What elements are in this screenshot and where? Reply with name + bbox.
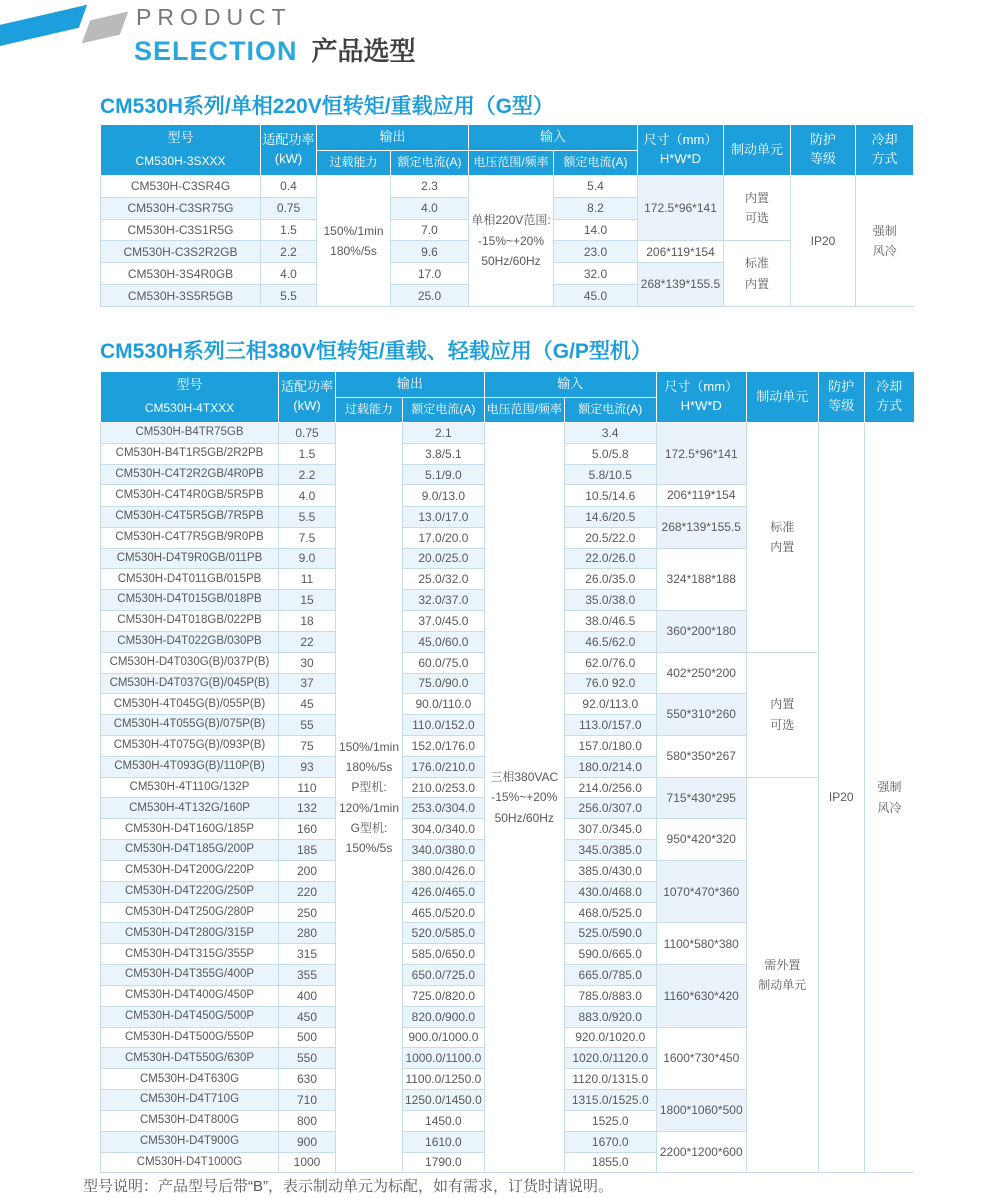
- power-cell: 0.4: [261, 176, 317, 198]
- model-cell: CM530H-D4T185G/200P: [101, 840, 279, 861]
- model-cell: CM530H-D4T1000G: [101, 1152, 279, 1173]
- input-current-cell: 590.0/665.0: [564, 944, 656, 965]
- col-header-voltage-range: 电压范围/频率: [469, 151, 554, 176]
- size-cell: 1160*630*420: [656, 965, 746, 1027]
- power-cell: 15: [279, 590, 336, 611]
- output-current-cell: 45.0/60.0: [403, 631, 485, 652]
- col-group-output: 输出: [336, 372, 485, 398]
- model-cell: CM530H-D4T355G/400P: [101, 965, 279, 986]
- brand-title-line2: SELECTION: [134, 36, 298, 66]
- input-current-cell: 5.0/5.8: [564, 443, 656, 464]
- col-header-voltage-range: 电压范围/频率: [484, 398, 564, 423]
- power-cell: 710: [279, 1090, 336, 1111]
- power-cell: 5.5: [279, 506, 336, 527]
- output-current-cell: 725.0/820.0: [403, 985, 485, 1006]
- col-header-rated-current: 额定电流(A): [403, 398, 485, 423]
- power-cell: 75: [279, 735, 336, 756]
- brand-title-line1: PRODUCT: [136, 4, 292, 30]
- input-current-cell: 45.0: [554, 285, 638, 307]
- model-cell: CM530H-D4T500G/550P: [101, 1027, 279, 1048]
- overload-capacity-cell: 150%/1min 180%/5s P型机: 120%/1min G型机: 150%/5s: [336, 423, 403, 1173]
- input-current-cell: 1670.0: [564, 1131, 656, 1152]
- table-row: [101, 176, 914, 198]
- size-cell: 324*188*188: [656, 548, 746, 610]
- input-current-cell: 180.0/214.0: [564, 756, 656, 777]
- power-cell: 93: [279, 756, 336, 777]
- size-cell: 1600*730*450: [656, 1027, 746, 1089]
- output-current-cell: 3.8/5.1: [403, 443, 485, 464]
- output-current-cell: 90.0/110.0: [403, 694, 485, 715]
- power-cell: 4.0: [261, 263, 317, 285]
- output-current-cell: 4.0: [391, 197, 469, 219]
- input-current-cell: 214.0/256.0: [564, 777, 656, 798]
- input-current-cell: 26.0/35.0: [564, 569, 656, 590]
- input-current-cell: 20.5/22.0: [564, 527, 656, 548]
- brand-title-cn: 产品选型: [311, 36, 416, 66]
- input-current-cell: 307.0/345.0: [564, 819, 656, 840]
- power-cell: 132: [279, 798, 336, 819]
- input-current-cell: 385.0/430.0: [564, 860, 656, 881]
- power-cell: 0.75: [261, 197, 317, 219]
- power-cell: 1.5: [261, 219, 317, 241]
- input-current-cell: 665.0/785.0: [564, 965, 656, 986]
- col-header-cooling: 冷却 方式: [856, 125, 914, 176]
- power-cell: 200: [279, 860, 336, 881]
- model-cell: CM530H-C3SR4G: [101, 176, 261, 198]
- section-title-220v: CM530H系列/单相220V恒转矩/重载应用（G型）: [100, 95, 554, 118]
- section-title-380v: CM530H系列三相380V恒转矩/重载、轻载应用（G/P型机）: [100, 340, 652, 363]
- power-cell: 550: [279, 1048, 336, 1069]
- model-cell: CM530H-C4T2R2GB/4R0PB: [101, 464, 279, 485]
- output-current-cell: 1610.0: [403, 1131, 485, 1152]
- col-header-model: 型号 CM530H-3SXXX: [101, 125, 261, 176]
- brake-unit-cell: 内置 可选: [746, 652, 818, 777]
- overload-capacity-cell: 150%/1min 180%/5s: [317, 176, 391, 307]
- input-current-cell: 430.0/468.0: [564, 881, 656, 902]
- brand-title-row: [134, 31, 416, 68]
- col-group-output: 输出: [317, 125, 469, 151]
- power-cell: 55: [279, 715, 336, 736]
- output-current-cell: 304.0/340.0: [403, 819, 485, 840]
- col-group-input: 输入: [484, 372, 656, 398]
- power-cell: 1.5: [279, 443, 336, 464]
- output-current-cell: 650.0/725.0: [403, 965, 485, 986]
- power-cell: 250: [279, 902, 336, 923]
- input-current-cell: 76.0 92.0: [564, 673, 656, 694]
- model-cell: CM530H-D4T160G/185P: [101, 819, 279, 840]
- power-cell: 280: [279, 923, 336, 944]
- power-cell: 110: [279, 777, 336, 798]
- model-cell: CM530H-4T110G/132P: [101, 777, 279, 798]
- footnote: 型号说明：产品型号后带“B”，表示制动单元为标配，如有需求，订货时请说明。: [83, 1178, 613, 1195]
- input-current-cell: 3.4: [564, 423, 656, 444]
- input-current-cell: 1315.0/1525.0: [564, 1090, 656, 1111]
- output-current-cell: 25.0: [391, 285, 469, 307]
- input-current-cell: 62.0/76.0: [564, 652, 656, 673]
- model-cell: CM530H-4T132G/160P: [101, 798, 279, 819]
- input-current-cell: 14.6/20.5: [564, 506, 656, 527]
- output-current-cell: 426.0/465.0: [403, 881, 485, 902]
- size-cell: 360*200*180: [656, 611, 746, 653]
- power-cell: 900: [279, 1131, 336, 1152]
- model-cell: CM530H-D4T800G: [101, 1110, 279, 1131]
- model-cell: CM530H-4T093G(B)/110P(B): [101, 756, 279, 777]
- model-cell: CM530H-D4T450G/500P: [101, 1006, 279, 1027]
- model-cell: CM530H-D4T9R0GB/011PB: [101, 548, 279, 569]
- model-cell: CM530H-4T055G(B)/075P(B): [101, 715, 279, 736]
- model-cell: CM530H-D4T710G: [101, 1090, 279, 1111]
- power-cell: 30: [279, 652, 336, 673]
- col-header-cooling: 冷却 方式: [864, 372, 914, 423]
- output-current-cell: 17.0/20.0: [403, 527, 485, 548]
- output-current-cell: 13.0/17.0: [403, 506, 485, 527]
- input-current-cell: 8.2: [554, 197, 638, 219]
- input-current-cell: 5.8/10.5: [564, 464, 656, 485]
- power-cell: 800: [279, 1110, 336, 1131]
- output-current-cell: 900.0/1000.0: [403, 1027, 485, 1048]
- brand-blue-band: [0, 5, 87, 50]
- power-cell: 2.2: [261, 241, 317, 263]
- power-cell: 315: [279, 944, 336, 965]
- output-current-cell: 60.0/75.0: [403, 652, 485, 673]
- output-current-cell: 25.0/32.0: [403, 569, 485, 590]
- model-cell: CM530H-D4T022GB/030PB: [101, 631, 279, 652]
- power-cell: 1000: [279, 1152, 336, 1173]
- model-cell: CM530H-C4T5R5GB/7R5PB: [101, 506, 279, 527]
- model-cell: CM530H-D4T037G(B)/045P(B): [101, 673, 279, 694]
- output-current-cell: 32.0/37.0: [403, 590, 485, 611]
- output-current-cell: 176.0/210.0: [403, 756, 485, 777]
- power-cell: 22: [279, 631, 336, 652]
- input-current-cell: 32.0: [554, 263, 638, 285]
- power-cell: 11: [279, 569, 336, 590]
- input-current-cell: 38.0/46.5: [564, 611, 656, 632]
- size-cell: 172.5*96*141: [656, 423, 746, 485]
- power-cell: 7.5: [279, 527, 336, 548]
- input-current-cell: 883.0/920.0: [564, 1006, 656, 1027]
- model-cell: CM530H-C4T7R5GB/9R0PB: [101, 527, 279, 548]
- power-cell: 18: [279, 611, 336, 632]
- cooling-method-cell: 强制 风冷: [856, 176, 914, 307]
- col-header-size: 尺寸（mm） H*W*D: [638, 125, 724, 176]
- output-current-cell: 17.0: [391, 263, 469, 285]
- size-cell: 1100*580*380: [656, 923, 746, 965]
- output-current-cell: 2.3: [391, 176, 469, 198]
- col-header-power: 适配功率 (kW): [261, 125, 317, 176]
- power-cell: 355: [279, 965, 336, 986]
- col-header-brake-unit: 制动单元: [746, 372, 818, 423]
- output-current-cell: 37.0/45.0: [403, 611, 485, 632]
- output-current-cell: 9.0/13.0: [403, 485, 485, 506]
- power-cell: 185: [279, 840, 336, 861]
- voltage-range-cell: 三相380VAC -15%~+20% 50Hz/60Hz: [484, 423, 564, 1173]
- size-cell: 950*420*320: [656, 819, 746, 861]
- output-current-cell: 1000.0/1100.0: [403, 1048, 485, 1069]
- model-cell: CM530H-D4T630G: [101, 1069, 279, 1090]
- model-cell: CM530H-D4T220G/250P: [101, 881, 279, 902]
- size-cell: 1800*1060*500: [656, 1090, 746, 1132]
- table-row: [101, 423, 915, 444]
- output-current-cell: 1100.0/1250.0: [403, 1069, 485, 1090]
- power-cell: 9.0: [279, 548, 336, 569]
- output-current-cell: 585.0/650.0: [403, 944, 485, 965]
- power-cell: 5.5: [261, 285, 317, 307]
- size-cell: 550*310*260: [656, 694, 746, 736]
- col-header-input-current: 额定电流(A): [564, 398, 656, 423]
- cooling-method-cell: 强制 风冷: [864, 423, 914, 1173]
- col-header-input-current: 额定电流(A): [554, 151, 638, 176]
- size-cell: 172.5*96*141: [638, 176, 724, 241]
- size-cell: 402*250*200: [656, 652, 746, 694]
- power-cell: 2.2: [279, 464, 336, 485]
- model-cell: CM530H-D4T280G/315P: [101, 923, 279, 944]
- col-header-model: 型号 CM530H-4TXXX: [101, 372, 279, 423]
- model-cell: CM530H-D4T018GB/022PB: [101, 611, 279, 632]
- output-current-cell: 820.0/900.0: [403, 1006, 485, 1027]
- output-current-cell: 9.6: [391, 241, 469, 263]
- power-cell: 45: [279, 694, 336, 715]
- output-current-cell: 210.0/253.0: [403, 777, 485, 798]
- input-current-cell: 468.0/525.0: [564, 902, 656, 923]
- input-current-cell: 5.4: [554, 176, 638, 198]
- input-current-cell: 525.0/590.0: [564, 923, 656, 944]
- power-cell: 4.0: [279, 485, 336, 506]
- model-cell: CM530H-D4T900G: [101, 1131, 279, 1152]
- input-current-cell: 46.5/62.0: [564, 631, 656, 652]
- model-cell: CM530H-D4T030G(B)/037P(B): [101, 652, 279, 673]
- power-cell: 160: [279, 819, 336, 840]
- input-current-cell: 785.0/883.0: [564, 985, 656, 1006]
- input-current-cell: 92.0/113.0: [564, 694, 656, 715]
- model-cell: CM530H-D4T015GB/018PB: [101, 590, 279, 611]
- col-header-protection: 防护 等级: [791, 125, 856, 176]
- col-header-overload: 过载能力: [336, 398, 403, 423]
- input-current-cell: 920.0/1020.0: [564, 1027, 656, 1048]
- output-current-cell: 7.0: [391, 219, 469, 241]
- col-header-size: 尺寸（mm） H*W*D: [656, 372, 746, 423]
- model-cell: CM530H-3S4R0GB: [101, 263, 261, 285]
- model-cell: CM530H-D4T011GB/015PB: [101, 569, 279, 590]
- input-current-cell: 256.0/307.0: [564, 798, 656, 819]
- protection-rating-cell: IP20: [818, 423, 864, 1173]
- model-cell: CM530H-D4T550G/630P: [101, 1048, 279, 1069]
- output-current-cell: 152.0/176.0: [403, 735, 485, 756]
- output-current-cell: 75.0/90.0: [403, 673, 485, 694]
- size-cell: 206*119*154: [656, 485, 746, 506]
- output-current-cell: 1250.0/1450.0: [403, 1090, 485, 1111]
- model-cell: CM530H-3S5R5GB: [101, 285, 261, 307]
- input-current-cell: 345.0/385.0: [564, 840, 656, 861]
- power-cell: 500: [279, 1027, 336, 1048]
- output-current-cell: 380.0/426.0: [403, 860, 485, 881]
- model-cell: CM530H-D4T315G/355P: [101, 944, 279, 965]
- protection-rating-cell: IP20: [791, 176, 856, 307]
- input-current-cell: 10.5/14.6: [564, 485, 656, 506]
- power-cell: 450: [279, 1006, 336, 1027]
- output-current-cell: 340.0/380.0: [403, 840, 485, 861]
- output-current-cell: 253.0/304.0: [403, 798, 485, 819]
- model-cell: CM530H-D4T250G/280P: [101, 902, 279, 923]
- col-header-brake-unit: 制动单元: [724, 125, 791, 176]
- model-cell: CM530H-C3SR75G: [101, 197, 261, 219]
- size-cell: 1070*470*360: [656, 860, 746, 922]
- input-current-cell: 35.0/38.0: [564, 590, 656, 611]
- size-cell: 268*139*155.5: [656, 506, 746, 548]
- model-cell: CM530H-C3S2R2GB: [101, 241, 261, 263]
- brake-unit-cell: 标准 内置: [746, 423, 818, 653]
- voltage-range-cell: 单相220V范围: -15%~+20% 50Hz/60Hz: [469, 176, 554, 307]
- model-cell: CM530H-D4T400G/450P: [101, 985, 279, 1006]
- input-current-cell: 22.0/26.0: [564, 548, 656, 569]
- brake-unit-cell: 内置 可选: [724, 176, 791, 241]
- output-current-cell: 1790.0: [403, 1152, 485, 1173]
- model-cell: CM530H-B4TR75GB: [101, 423, 279, 444]
- input-current-cell: 1020.0/1120.0: [564, 1048, 656, 1069]
- output-current-cell: 1450.0: [403, 1110, 485, 1131]
- size-cell: 268*139*155.5: [638, 263, 724, 307]
- power-cell: 37: [279, 673, 336, 694]
- output-current-cell: 20.0/25.0: [403, 548, 485, 569]
- power-cell: 400: [279, 985, 336, 1006]
- model-cell: CM530H-D4T200G/220P: [101, 860, 279, 881]
- size-cell: 206*119*154: [638, 241, 724, 263]
- model-cell: CM530H-B4T1R5GB/2R2PB: [101, 443, 279, 464]
- brand-gray-band: [82, 12, 128, 44]
- col-header-overload: 过载能力: [317, 151, 391, 176]
- output-current-cell: 110.0/152.0: [403, 715, 485, 736]
- output-current-cell: 465.0/520.0: [403, 902, 485, 923]
- input-current-cell: 14.0: [554, 219, 638, 241]
- col-group-input: 输入: [469, 125, 638, 151]
- size-cell: 580*350*267: [656, 735, 746, 777]
- brake-unit-cell: 需外置 制动单元: [746, 777, 818, 1173]
- size-cell: 2200*1200*600: [656, 1131, 746, 1173]
- model-cell: CM530H-C3S1R5G: [101, 219, 261, 241]
- col-header-rated-current: 额定电流(A): [391, 151, 469, 176]
- power-cell: 630: [279, 1069, 336, 1090]
- input-current-cell: 1855.0: [564, 1152, 656, 1173]
- size-cell: 715*430*295: [656, 777, 746, 819]
- spec-table-380v: [100, 371, 915, 1173]
- input-current-cell: 1525.0: [564, 1110, 656, 1131]
- power-cell: 220: [279, 881, 336, 902]
- input-current-cell: 113.0/157.0: [564, 715, 656, 736]
- output-current-cell: 5.1/9.0: [403, 464, 485, 485]
- input-current-cell: 23.0: [554, 241, 638, 263]
- brake-unit-cell: 标准 内置: [724, 241, 791, 306]
- output-current-cell: 520.0/585.0: [403, 923, 485, 944]
- col-header-power: 适配功率 (kW): [279, 372, 336, 423]
- spec-table-220v: [100, 124, 914, 307]
- input-current-cell: 157.0/180.0: [564, 735, 656, 756]
- output-current-cell: 2.1: [403, 423, 485, 444]
- col-header-protection: 防护 等级: [818, 372, 864, 423]
- model-cell: CM530H-C4T4R0GB/5R5PB: [101, 485, 279, 506]
- input-current-cell: 1120.0/1315.0: [564, 1069, 656, 1090]
- model-cell: CM530H-4T075G(B)/093P(B): [101, 735, 279, 756]
- model-cell: CM530H-4T045G(B)/055P(B): [101, 694, 279, 715]
- power-cell: 0.75: [279, 423, 336, 444]
